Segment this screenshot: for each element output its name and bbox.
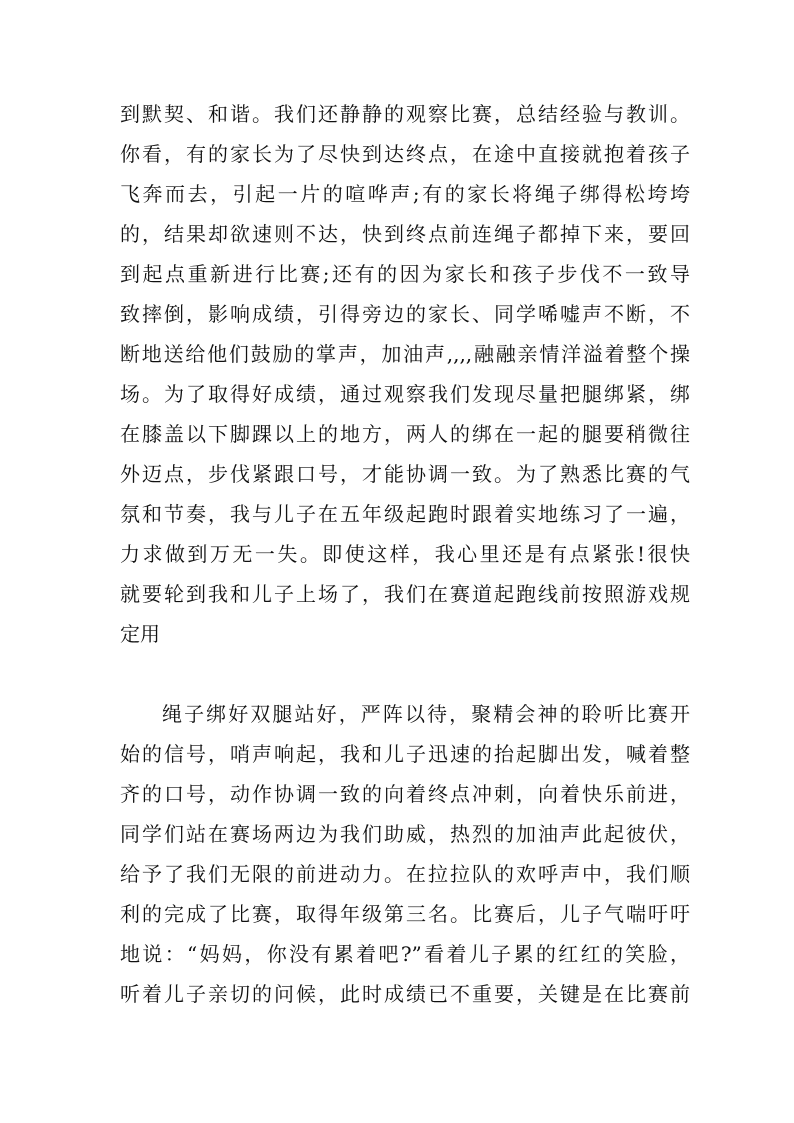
text-line: 断地送给他们鼓励的掌声，加油声,,,,融融亲情洋溢着整个操 bbox=[120, 342, 690, 366]
text-line: 到默契、和谐。我们还静静的观察比赛，总结经验与教训。 bbox=[120, 102, 690, 126]
text-line: 听着儿子亲切的问候，此时成绩已不重要，关键是在比赛前 bbox=[120, 982, 690, 1006]
text-line: 致摔倒，影响成绩，引得旁边的家长、同学唏嘘声不断，不 bbox=[120, 302, 690, 326]
text-line: 外迈点，步伐紧跟口号，才能协调一致。为了熟悉比赛的气 bbox=[120, 462, 690, 486]
paragraph-2 bbox=[120, 694, 690, 1014]
text-line: 氛和节奏，我与儿子在五年级起跑时跟着实地练习了一遍， bbox=[120, 502, 690, 526]
text-line: 飞奔而去，引起一片的喧哗声;有的家长将绳子绑得松垮垮 bbox=[120, 182, 690, 206]
text-line: 你看，有的家长为了尽快到达终点，在途中直接就抱着孩子 bbox=[120, 142, 690, 166]
text-line: 力求做到万无一失。即使这样，我心里还是有点紧张!很快 bbox=[120, 542, 690, 566]
text-line: 场。为了取得好成绩，通过观察我们发现尽量把腿绑紧，绑 bbox=[120, 382, 690, 406]
text-line: 同学们站在赛场两边为我们助威，热烈的加油声此起彼伏， bbox=[120, 822, 690, 846]
paragraph-gap bbox=[120, 654, 690, 694]
text-line: 给予了我们无限的前进动力。在拉拉队的欢呼声中，我们顺 bbox=[120, 862, 690, 886]
text-line: 地说：“妈妈，你没有累着吧?”看着儿子累的红红的笑脸， bbox=[120, 942, 690, 966]
document-body bbox=[120, 94, 690, 1014]
text-line: 定用 bbox=[120, 622, 160, 646]
text-line: 在膝盖以下脚踝以上的地方，两人的绑在一起的腿要稍微往 bbox=[120, 422, 690, 446]
text-line: 就要轮到我和儿子上场了，我们在赛道起跑线前按照游戏规 bbox=[120, 582, 690, 606]
text-line: 到起点重新进行比赛;还有的因为家长和孩子步伐不一致导 bbox=[120, 262, 690, 286]
text-line: 齐的口号，动作协调一致的向着终点冲刺，向着快乐前进， bbox=[120, 782, 690, 806]
text-line: 的，结果却欲速则不达，快到终点前连绳子都掉下来，要回 bbox=[120, 222, 690, 246]
text-line: 利的完成了比赛，取得年级第三名。比赛后，儿子气喘吁吁 bbox=[120, 902, 690, 926]
text-line: 绳子绑好双腿站好，严阵以待，聚精会神的聆听比赛开 bbox=[162, 702, 690, 726]
paragraph-1 bbox=[120, 94, 690, 654]
text-line: 始的信号，哨声响起，我和儿子迅速的抬起脚出发，喊着整 bbox=[120, 742, 690, 766]
